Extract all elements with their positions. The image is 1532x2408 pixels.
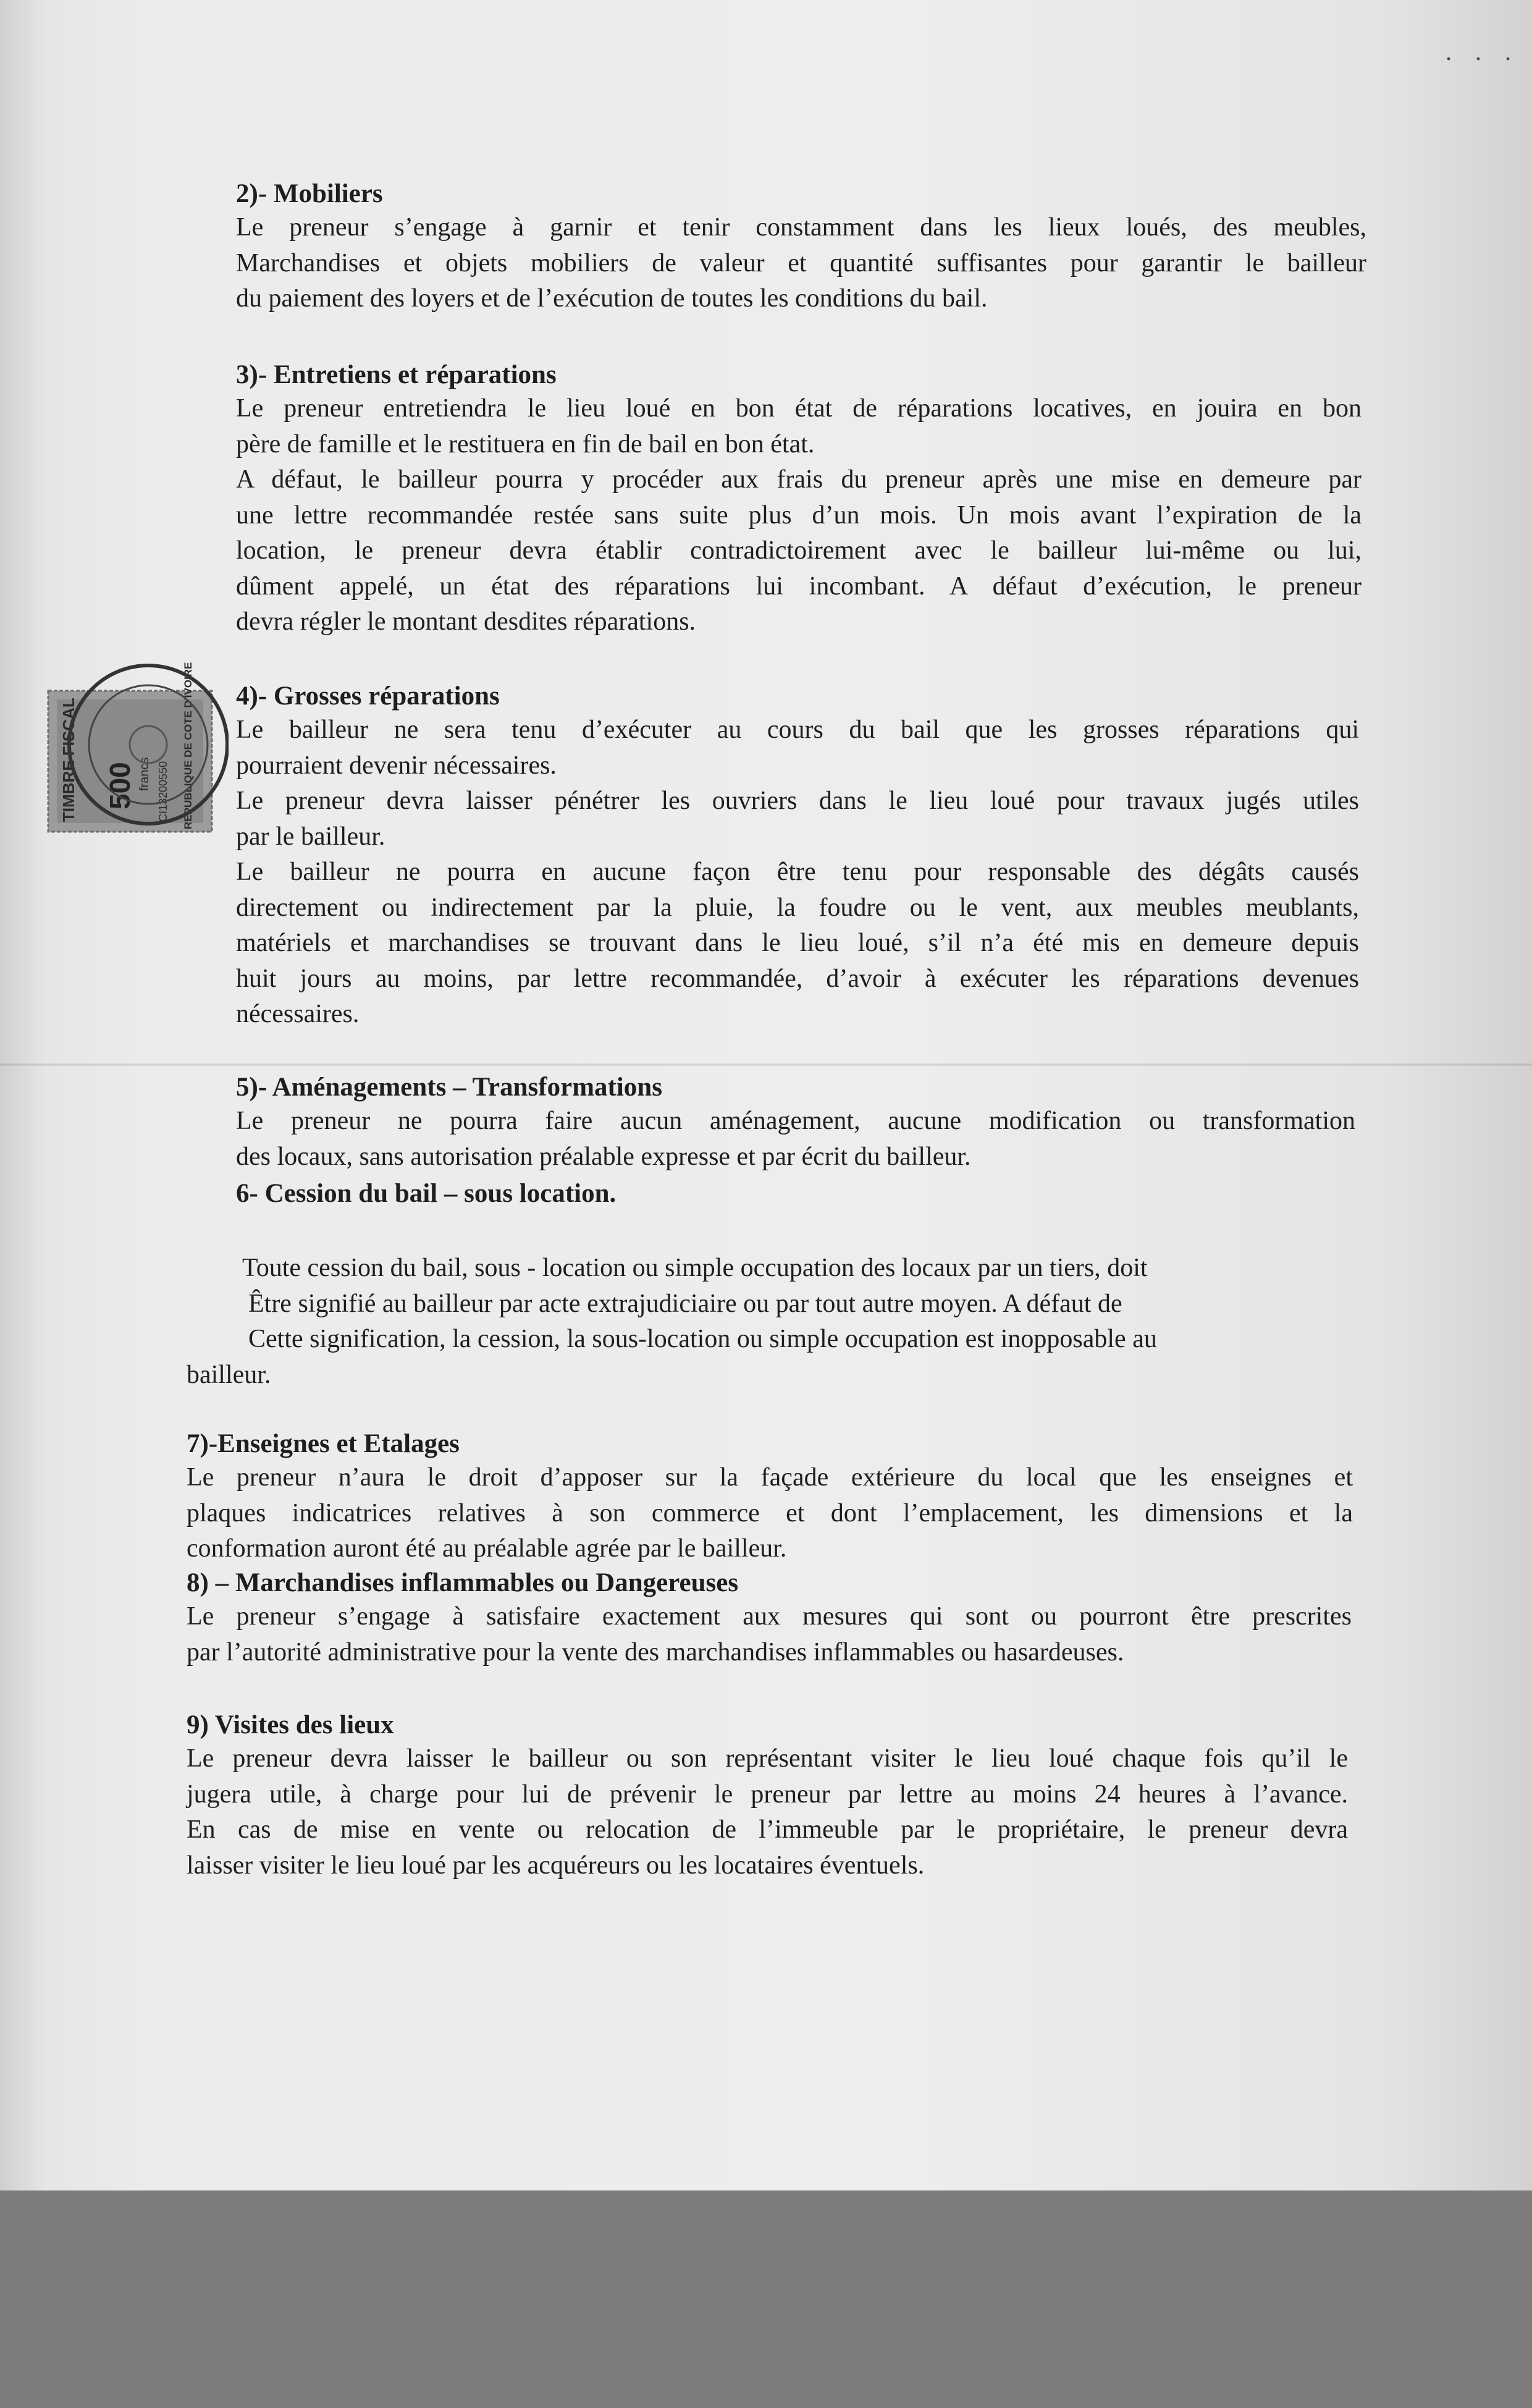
text-line: location, le preneur devra établir contradictoirement avec le bailleur lui-même ou lui, [236,536,1362,565]
text-line: par le bailleur. [236,822,385,851]
section-heading-amenagements: 5)- Aménagements – Transformations [236,1073,662,1102]
text-line: A défaut, le bailleur pourra y procéder aux frais du preneur après une mise en demeure par [236,465,1362,494]
text-line: Le preneur entretiendra le lieu loué en bon état de réparations locatives, en jouira en bon [236,394,1362,423]
stamp-label: TIMBRE FISCAL [59,698,78,822]
text-line: matériels et marchandises se trouvant dans le lieu loué, s’il n’a été mis en demeure depuis [236,929,1359,957]
text-line: Toute cession du bail, sous - location ou simple occupation des locaux par un tiers, doit [242,1254,1148,1282]
scan-artifact-dots: . . . [1446,38,1520,65]
text-line: plaques indicatrices relatives à son commerce et dont l’emplacement, les dimensions et la [187,1498,1353,1527]
text-line: directement ou indirectement par la pluie, la foudre ou le vent, aux meubles meublants, [236,893,1359,922]
stamp-country: REPUBLIQUE DE COTE D'IVOIRE [182,662,194,829]
text-line: jugera utile, à charge pour lui de prévenir le preneur par lettre au moins 24 heures à l’avance. [187,1780,1348,1809]
text-line: père de famille et le restituera en fin de bail en bon état. [236,429,815,458]
section-heading-enseignes: 7)-Enseignes et Etalages [187,1429,460,1458]
text-line: Le preneur s’engage à garnir et tenir constamment dans les lieux loués, des meubles, [236,213,1366,242]
text-line: Le preneur ne pourra faire aucun aménagement, aucune modification ou transformation [236,1107,1355,1135]
text-line: huit jours au moins, par lettre recommandée, d’avoir à exécuter les réparations devenues [236,964,1359,993]
text-line: Le bailleur ne pourra en aucune façon être tenu pour responsable des dégâts causés [236,858,1359,886]
section-heading-visites-des-lieux: 9) Visites des lieux [187,1710,394,1739]
section-body-enseignes [187,1460,1353,1567]
text-line: du paiement des loyers et de l’exécution de toutes les conditions du bail. [236,284,988,313]
section-heading-grosses-reparations: 4)- Grosses réparations [236,682,500,711]
section-heading-cession-du-bail: 6- Cession du bail – sous location. [236,1179,617,1208]
text-line: Le preneur devra laisser pénétrer les ouvriers dans le lieu loué pour travaux jugés utiles [236,787,1359,815]
page-fold-shadow [0,1063,1532,1067]
stamp-value: 500 [104,762,136,809]
section-body-cession-du-bail [187,1251,1360,1393]
stamp-currency: francs [138,757,151,791]
fiscal-stamp-icon [43,655,229,834]
text-line: une lettre recommandée restée sans suite plus d’un mois. Un mois avant l’expiration de la [236,501,1362,530]
section-body-entretiens [236,391,1362,640]
text-line: Le preneur n’aura le droit d’apposer sur la façade extérieure du local que les enseignes et [187,1463,1353,1492]
text-line: Cette signification, la cession, la sous-location ou simple occupation est inopposable au [248,1325,1157,1353]
text-line: devra régler le montant desdites réparations. [236,607,696,636]
section-body-grosses-reparations [236,712,1359,1033]
text-line: En cas de mise en vente ou relocation de l’immeuble par le propriétaire, le preneur devra [187,1815,1348,1844]
section-body-mobiliers [236,210,1366,317]
section-body-marchandises-inflammables [187,1599,1352,1670]
text-line: Le bailleur ne sera tenu d’exécuter au cours du bail que les grosses réparations qui [236,716,1359,744]
stamp-serial: CI13200550 [157,761,169,822]
text-line: Marchandises et objets mobiliers de valeur et quantité suffisantes pour garantir le bailleur [236,248,1366,277]
text-line: Le preneur devra laisser le bailleur ou son représentant visiter le lieu loué chaque fois qu’il le [187,1744,1348,1773]
section-heading-mobiliers: 2)- Mobiliers [236,179,383,208]
text-line: nécessaires. [236,1000,360,1028]
text-line: bailleur. [187,1360,271,1389]
text-line: pourraient devenir nécessaires. [236,751,557,780]
text-line: dûment appelé, un état des réparations lui incombant. A défaut d’exécution, le preneur [236,572,1362,601]
text-line: Être signifié au bailleur par acte extrajudiciaire ou par tout autre moyen. A défaut de [248,1289,1122,1318]
text-line: conformation auront été au préalable agrée par le bailleur. [187,1534,787,1563]
text-line: des locaux, sans autorisation préalable expresse et par écrit du bailleur. [236,1142,971,1171]
text-line: laisser visiter le lieu loué par les acquéreurs ou les locataires éventuels. [187,1851,925,1880]
text-line: par l’autorité administrative pour la vente des marchandises inflammables ou hasardeuses. [187,1637,1124,1667]
section-body-amenagements [236,1104,1355,1175]
text-line: Le preneur s’engage à satisfaire exactement aux mesures qui sont ou pourront être prescrites [187,1602,1352,1631]
section-heading-entretiens: 3)- Entretiens et réparations [236,360,557,389]
section-heading-marchandises-inflammables: 8) – Marchandises inflammables ou Dangereuses [187,1568,739,1597]
section-body-visites-des-lieux [187,1741,1348,1883]
